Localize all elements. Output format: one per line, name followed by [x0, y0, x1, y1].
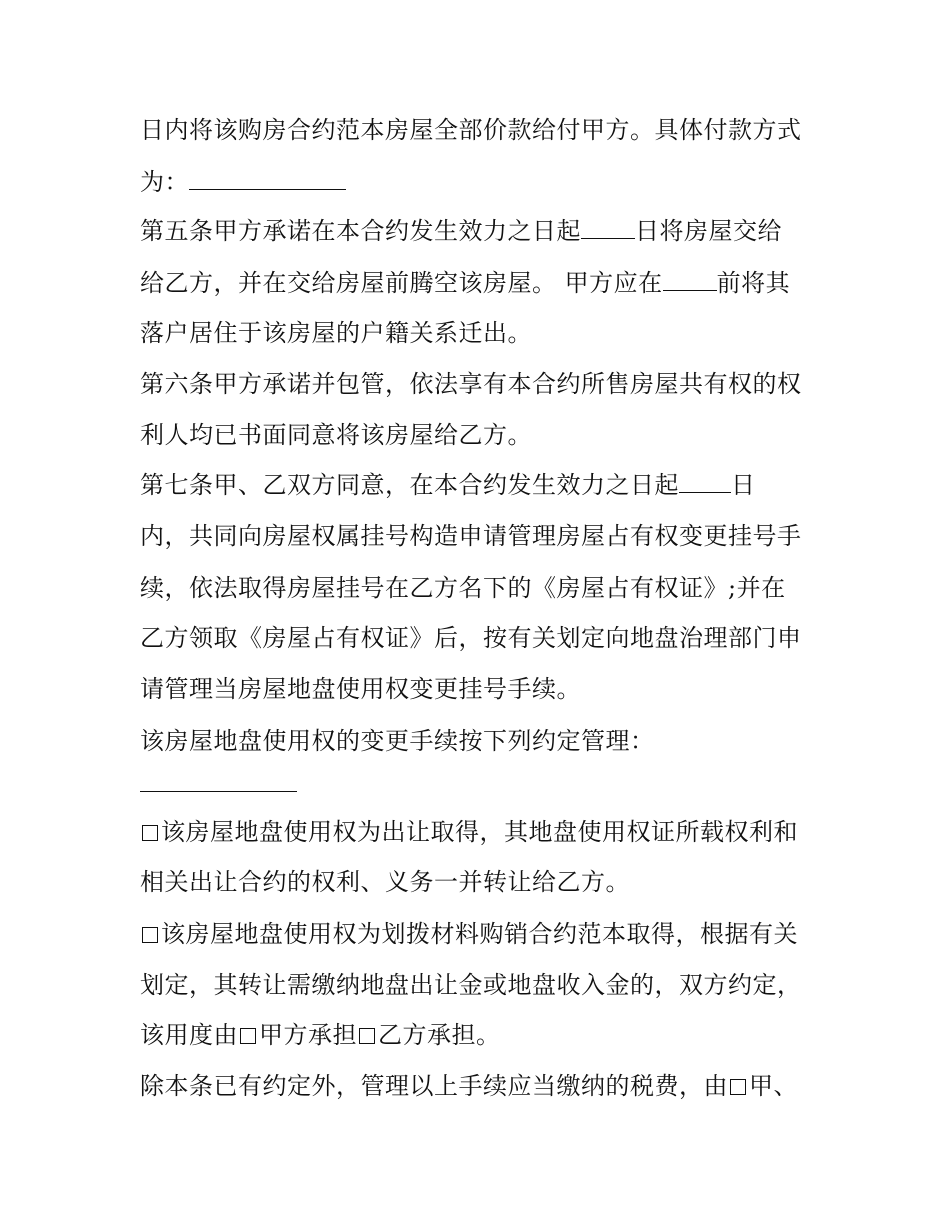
checkbox-icon	[240, 1028, 256, 1044]
fill-in-blank	[189, 167, 346, 190]
checkbox-icon	[142, 927, 158, 943]
text-line: 日内将该购房合约范本房屋全部价款给付甲方。具体付款方式	[140, 116, 802, 144]
text-line: 第五条甲方承诺在本合约发生效力之日起 日将房屋交给	[140, 217, 782, 245]
text-line: 续，依法取得房屋挂号在乙方名下的《房屋占有权证》;并在	[140, 574, 786, 602]
fill-in-blank	[663, 268, 717, 291]
text-line: 该房屋地盘使用权为划拨材料购销合约范本取得，根据有关	[140, 919, 798, 949]
text-line: 利人均已书面同意将该房屋给乙方。	[140, 421, 532, 449]
text-line: 第六条甲方承诺并包管，依法享有本合约所售房屋共有权的权	[140, 370, 802, 398]
text-line: 划定，其转让需缴纳地盘出让金或地盘收入金的，双方约定，	[140, 971, 802, 999]
checkbox-icon	[142, 825, 158, 841]
checkbox-icon	[359, 1028, 375, 1044]
text-line: 为：	[140, 167, 346, 197]
text-line: 该用度由 甲方承担 乙方承担。	[140, 1021, 501, 1049]
fill-in-blank	[679, 470, 731, 493]
text-line: 相关出让合约的权利、义务一并转让给乙方。	[140, 868, 630, 896]
fill-in-blank	[140, 791, 297, 792]
text-line: 该房屋地盘使用权为出让取得，其地盘使用权证所载权利和	[140, 817, 798, 847]
checkbox-icon	[730, 1079, 746, 1095]
text-line: 请管理当房屋地盘使用权变更挂号手续。	[140, 675, 581, 703]
text-line: 乙方领取《房屋占有权证》后，按有关划定向地盘治理部门申	[140, 624, 802, 652]
text-line: 该房屋地盘使用权的变更手续按下列约定管理：	[140, 727, 655, 755]
text-line: 第七条甲、乙双方同意，在本合约发生效力之日起 日	[140, 471, 756, 499]
text-line: 内，共同向房屋权属挂号构造申请管理房屋占有权变更挂号手	[140, 522, 802, 550]
text-line: 给乙方，并在交给房屋前腾空该房屋。 甲方应在 前将其	[140, 269, 791, 297]
text-line: 除本条已有约定外，管理以上手续应当缴纳的税费，由 甲、	[140, 1072, 798, 1100]
fill-in-blank	[581, 216, 635, 239]
text-line: 落户居住于该房屋的户籍关系迁出。	[140, 319, 532, 347]
